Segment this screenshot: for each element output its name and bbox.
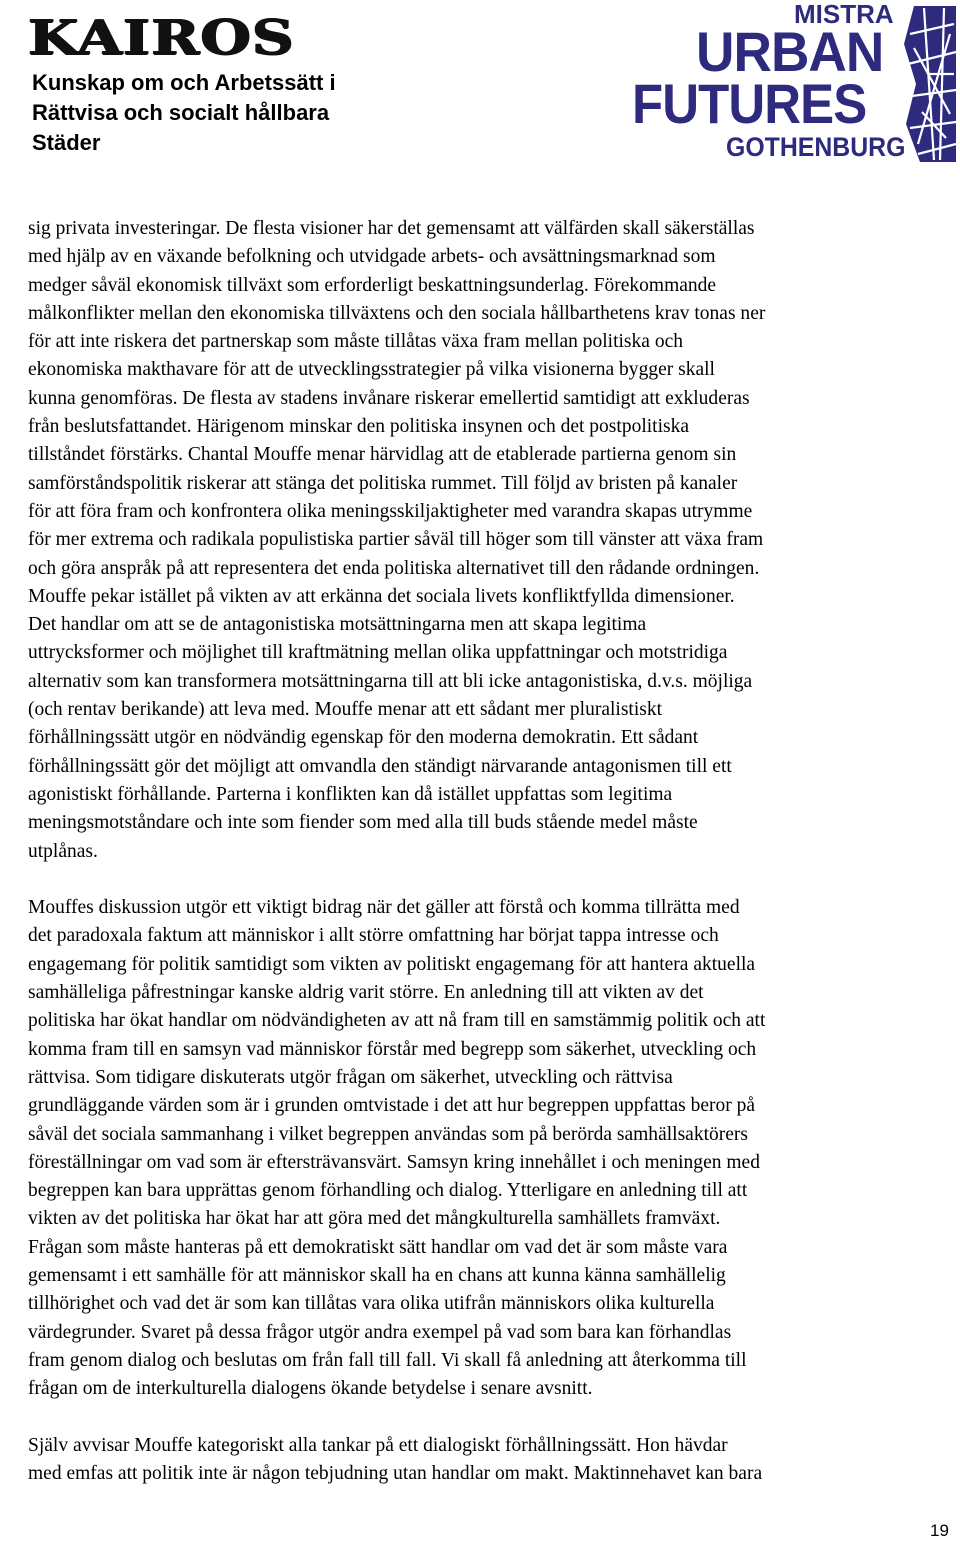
text-line: Mouffes diskussion utgör ett viktigt bidrag när det gäller att förstå och komma tillrätta med (28, 897, 740, 919)
text-line: (och rentav berikande) att leva med. Mouffe menar att ett sådant mer pluralistiskt (28, 699, 663, 721)
paragraph (28, 894, 960, 1403)
paragraph-spacer (28, 866, 960, 894)
paragraph (28, 1432, 960, 1489)
text-line: från beslutsfattandet. Härigenom minskar den politiska insynen och det postpolitiska (28, 416, 690, 438)
mistra-logo-line: URBAN (696, 20, 884, 83)
text-line: för att inte riskera det partnerskap som måste tillåtas växa fram mellan politiska och (28, 331, 683, 353)
text-line: sig privata investeringar. De flesta visioner har det gemensamt att välfärden skall säkerställas (28, 218, 755, 239)
text-line: för mer extrema och radikala populistiska partier såväl till höger som till vänster att växa fram (28, 529, 764, 551)
text-line: grundläggande värden som är i grunden omtvistade i det att hur begreppen uppfattas beror på (28, 1095, 756, 1117)
text-line: samförståndspolitik riskerar att stänga det politiska rummet. Till följd av bristen på kanaler (28, 472, 738, 494)
text-line: tillhörighet och vad det är som kan tillåtas vara olika utifrån människors olika kulturella (28, 1293, 715, 1315)
text-line: målkonflikter mellan den ekonomiska tillväxtens och den sociala hållbarthetens krav tonas ner (28, 302, 766, 324)
paragraph-spacer (28, 1403, 960, 1431)
text-line: Mouffe pekar istället på vikten av att erkänna det sociala livets konfliktfyllda dimensioner. (28, 585, 735, 607)
text-line: samhälleliga påfrestningar kanske aldrig varit större. En anledning till att vikten av det (28, 982, 704, 1004)
text-line: med emfas att politik inte är någon tebjudning utan handlar om makt. Maktinnehavet kan bara (28, 1463, 763, 1485)
text-line: kunna genomföras. De flesta av stadens invånare riskerar emellertid samtidigt att exkluderas (28, 387, 750, 409)
text-line: med hjälp av en växande befolkning och utvidgade arbets- och avsättningsmarknad som (28, 246, 716, 268)
document-body (28, 215, 960, 1488)
text-line: agonistiskt förhållande. Parterna i konflikten kan då istället uppfattas som legitima (28, 783, 673, 805)
text-line: förhållningssätt gör det möjligt att omvandla den ständigt närvarande antagonismen till ett (28, 755, 732, 777)
text-line: förhållningssätt utgör en nödvändig egenskap för den moderna demokratin. Ett sådant (28, 727, 699, 749)
text-line: engagemang för politik samtidigt som vikten av politiskt engagemang för att hantera aktuella (28, 953, 756, 975)
text-line: fram genom dialog och beslutas om från fall till fall. Vi skall få anledning att återkomma till (28, 1349, 747, 1371)
text-line: Själv avvisar Mouffe kategoriskt alla tankar på ett dialogiskt förhållningssätt. Hon hävdar (28, 1434, 728, 1456)
text-line: Frågan som måste hanteras på ett demokratiskt sätt handlar om vad det är som måste vara (28, 1236, 728, 1258)
text-line: vikten av det politiska har ökat har att göra med det mångkulturella samhällets framväxt. (28, 1208, 721, 1230)
text-line: komma fram till en samsyn vad människor förstår med begrepp som säkerhet, utveckling och (28, 1038, 757, 1060)
kairos-tagline-line: Kunskap om och Arbetssätt i (32, 70, 336, 95)
text-line: för att föra fram och konfrontera olika meningsskiljaktigheter med varandra skapas utrymme (28, 500, 753, 522)
city-map-icon (900, 4, 958, 164)
page-header (0, 0, 960, 170)
text-line: såväl det sociala sammanhang i vilket begreppen användas som på berörda samhällsaktörers (28, 1123, 748, 1145)
text-line: begreppen kan bara upprättas genom förhandling och dialog. Ytterligare en anledning till att (28, 1180, 748, 1202)
text-line: det paradoxala faktum att människor i allt större omfattning har börjat tappa intresse och (28, 925, 719, 947)
paragraph (28, 215, 960, 866)
text-line: frågan om de interkulturella dialogens ökande betydelse i senare avsnitt. (28, 1378, 593, 1400)
text-line: politiska har ökat handlar om nödvändigheten av att nå fram till en samstämmig politik och att (28, 1010, 766, 1032)
text-line: rättvisa. Som tidigare diskuterats utgör frågan om säkerhet, utveckling och rättvisa (28, 1066, 673, 1088)
text-line: utplånas. (28, 840, 98, 862)
text-line: alternativ som kan transformera motsättningarna till att bli icke antagonistiska, d.v.s. möjliga (28, 670, 753, 692)
text-line: ekonomiska makthavare för att de utvecklingsstrategier på vilka visionerna bygger skall (28, 359, 715, 381)
mistra-logo-line: FUTURES (632, 72, 867, 135)
text-line: tillståndet förstärks. Chantal Mouffe menar härvidlag att de etablerade partierna genom sin (28, 444, 737, 466)
mistra-urban-futures-logo (632, 0, 960, 170)
text-line: föreställningar om vad som är eftersträvansvärt. Samsyn kring innehållet i och meningen med (28, 1151, 760, 1173)
kairos-tagline-line: Städer (32, 130, 101, 155)
text-line: värdegrunder. Svaret på dessa frågor utgör andra exempel på vad som bara kan förhandlas (28, 1321, 732, 1343)
kairos-wordmark: KAIROS (28, 9, 295, 66)
text-line: meningsmotståndare och inte som fiender som med alla till buds stående medel måste (28, 812, 698, 834)
kairos-tagline-line: Rättvisa och socialt hållbara (32, 100, 330, 125)
text-line: medger såväl ekonomisk tillväxt som erforderligt beskattningsunderlag. Förekommande (28, 274, 717, 296)
text-line: uttrycksformer och möjlighet till kraftmätning mellan olika uppfattningar och motstridiga (28, 642, 728, 664)
page-number: 19 (930, 1521, 949, 1540)
text-line: Det handlar om att se de antagonistiska motsättningarna men att skapa legitima (28, 614, 647, 636)
mistra-logo-line: GOTHENBURG (726, 132, 906, 162)
mistra-logo-line: MISTRA (794, 0, 894, 29)
kairos-tagline (32, 68, 336, 158)
text-line: gemensamt i ett samhälle för att människor skall ha en chans att kunna känna samhällelig (28, 1264, 726, 1286)
kairos-logo (28, 9, 368, 155)
text-line: och göra anspråk på att representera det enda politiska alternativet till den rådande ordningen. (28, 557, 760, 579)
